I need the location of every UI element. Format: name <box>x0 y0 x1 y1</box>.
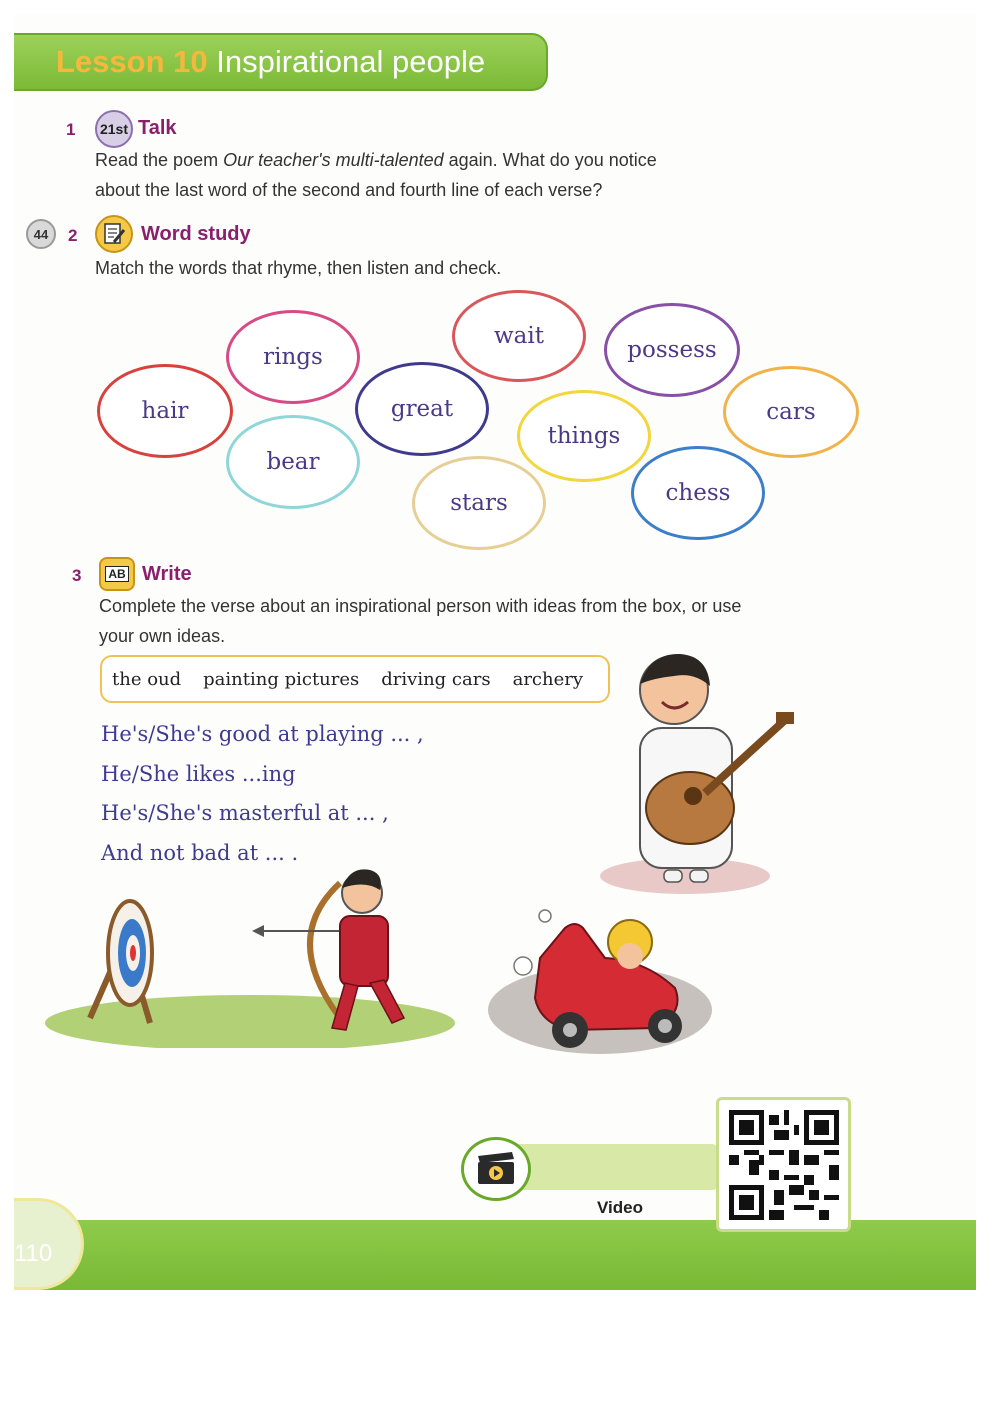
word-label: rings <box>263 344 323 370</box>
word-oval-stars[interactable] <box>412 456 546 550</box>
word-box-item: painting pictures <box>203 668 360 690</box>
qr-code-icon[interactable] <box>729 1110 839 1220</box>
lesson-name: Inspirational people <box>216 44 486 79</box>
instruction-text: your own ideas. <box>99 626 226 646</box>
word-box-item: the oud <box>112 668 182 690</box>
verse-line-3: He's/She's masterful at ... , <box>101 801 389 825</box>
instruction-text: again. What do you notice <box>443 150 657 170</box>
clapperboard-icon <box>474 1151 518 1187</box>
word-oval-great[interactable] <box>355 362 489 456</box>
audio-track-number: 44 <box>33 226 49 242</box>
qr-code-frame <box>716 1097 851 1232</box>
lesson-number: Lesson 10 <box>56 44 208 79</box>
word-oval-chess[interactable] <box>631 446 765 540</box>
word-box <box>100 655 610 703</box>
21st-century-icon <box>95 110 133 148</box>
verse-line-1: He's/She's good at playing ... , <box>101 722 424 746</box>
section-2-title: Word study <box>141 223 251 245</box>
instruction-text: about the last word of the second and fourth line of each verse? <box>95 180 603 200</box>
instruction-text: Read the poem <box>95 150 224 170</box>
word-label: chess <box>665 480 731 506</box>
verse-line-2: He/She likes ...ing <box>101 762 296 786</box>
word-label: hair <box>141 398 189 424</box>
word-oval-rings[interactable] <box>226 310 360 404</box>
word-oval-hair[interactable] <box>97 364 233 458</box>
word-oval-bear[interactable] <box>226 415 360 509</box>
word-oval-cars[interactable] <box>723 366 859 458</box>
word-label: wait <box>494 323 544 349</box>
boy-driving-car-illustration <box>485 898 725 1058</box>
word-label: stars <box>450 490 508 516</box>
activity-book-label: AB <box>105 566 128 582</box>
21st-badge-text: 21st <box>99 121 129 137</box>
audio-track-icon[interactable] <box>26 219 56 249</box>
section-3-instruction <box>99 591 741 651</box>
word-study-icon <box>95 215 133 253</box>
page-number: 110 <box>14 1240 53 1267</box>
word-box-item: archery <box>512 668 584 690</box>
section-3-title: Write <box>142 563 192 585</box>
word-label: bear <box>266 449 320 475</box>
video-label[interactable]: Video <box>597 1198 643 1217</box>
word-oval-possess[interactable] <box>604 303 740 397</box>
boy-playing-oud-illustration <box>590 648 805 896</box>
section-1-title: Talk <box>138 117 177 139</box>
section-2-instruction: Match the words that rhyme, then listen and check. <box>95 258 502 278</box>
verse-line-4: And not bad at ... . <box>101 841 299 865</box>
word-oval-wait[interactable] <box>452 290 586 382</box>
section-2-number: 2 <box>68 226 78 245</box>
section-1-number: 1 <box>66 120 76 139</box>
pencil-notepad-icon <box>97 217 131 251</box>
activity-book-icon <box>99 557 135 591</box>
word-label: things <box>547 423 621 449</box>
word-oval-things[interactable] <box>517 390 651 482</box>
word-label: cars <box>766 399 816 425</box>
section-1-instruction <box>95 145 657 205</box>
word-box-item: driving cars <box>381 668 491 690</box>
word-label: possess <box>627 337 717 363</box>
instruction-text: Complete the verse about an inspirational person with ideas from the box, or use <box>99 596 742 616</box>
poem-title: Our teacher's multi-talented <box>223 150 444 170</box>
section-3-number: 3 <box>72 566 82 585</box>
video-button[interactable] <box>461 1137 531 1201</box>
boy-archery-illustration <box>40 858 460 1048</box>
word-label: great <box>390 396 454 422</box>
lesson-title <box>56 44 485 80</box>
